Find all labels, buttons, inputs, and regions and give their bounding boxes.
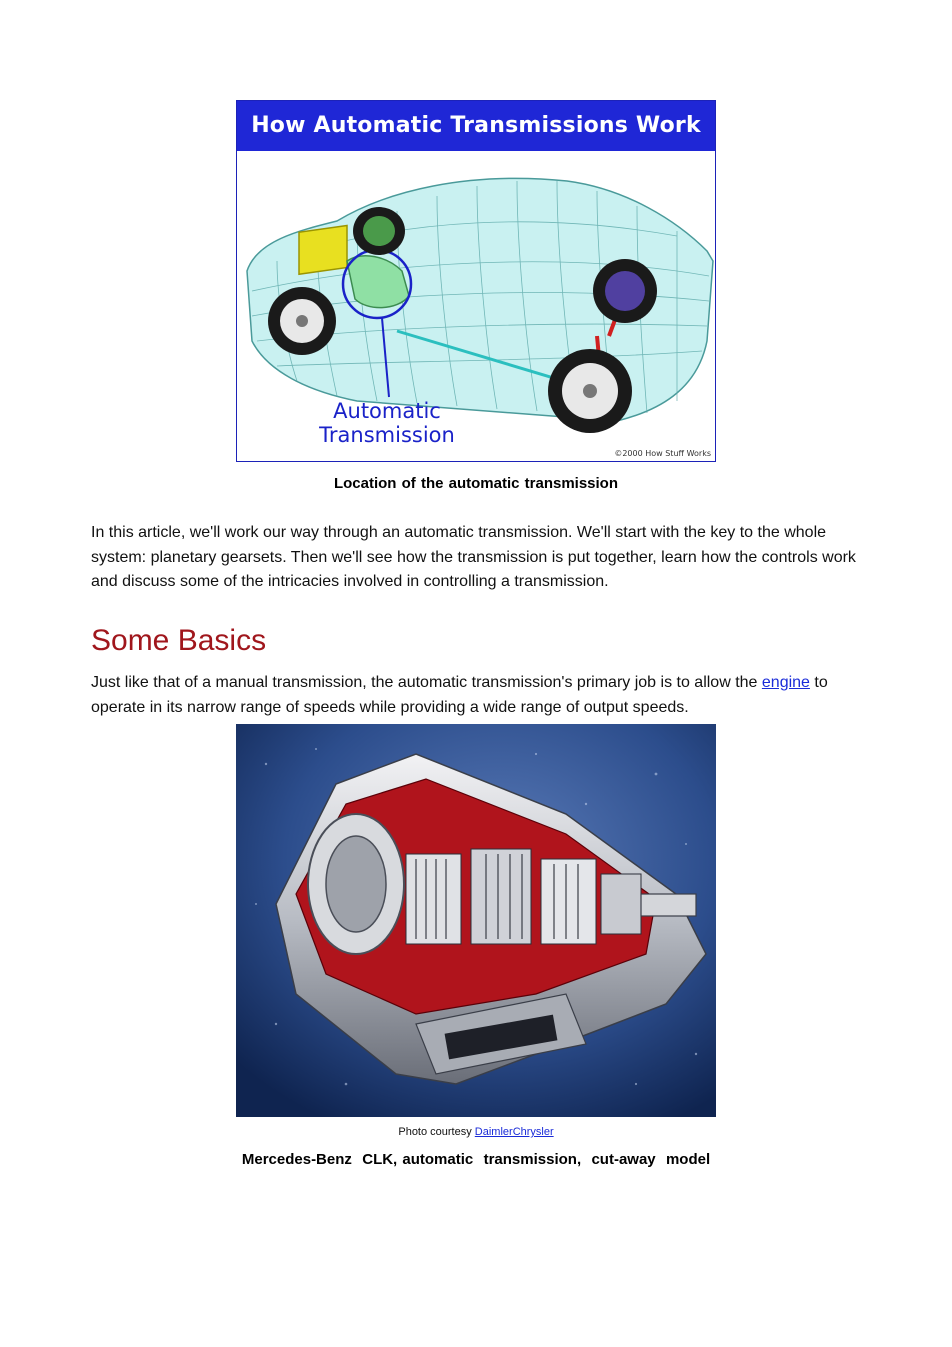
photo-credit-prefix: Photo courtesy — [398, 1126, 475, 1138]
photo-credit — [0, 1126, 952, 1138]
cutaway-photo-illustration — [236, 724, 716, 1117]
daimlerchrysler-link[interactable]: DaimlerChrysler — [474, 1126, 554, 1138]
output-shaft — [641, 894, 696, 916]
front-left-wheel — [268, 287, 336, 355]
callout-label-line1: Automatic — [333, 399, 441, 423]
car-wireframe-illustration — [237, 151, 715, 461]
rear-right-wheel — [593, 259, 657, 323]
copyright-notice: ©2000 How Stuff Works — [614, 449, 711, 458]
diagram-banner-title: How Automatic Transmissions Work — [237, 101, 715, 151]
engine-link[interactable]: engine — [761, 674, 810, 691]
figure1-caption: Location of the automatic transmission — [333, 475, 619, 492]
engine-block — [299, 226, 347, 275]
paragraph-text-after-link: to operate in its narrow range of speeds while providing a wide range of output speeds. — [91, 674, 828, 716]
callout-label-line2: Transmission — [319, 423, 455, 447]
figure2-caption: Mercedes-Benz CLK, automatic transmission, cut-away model — [241, 1151, 711, 1168]
section-heading: Some Basics — [91, 624, 267, 657]
intro-paragraph: In this article, we'll work our way through an automatic transmission. We'll start with the key to the whole system: planetary gearsets. Then we'll see how the transmission is put together, learn how the controls work and discuss some of the intricacies involved in controlling a transmission. — [91, 524, 856, 590]
transmission-location-diagram — [236, 100, 716, 462]
transmission-cutaway-photo — [236, 724, 716, 1117]
rear-left-wheel — [548, 349, 632, 433]
section-paragraph — [91, 671, 871, 720]
paragraph-text-before-link: Just like that of a manual transmission, the automatic transmission's primary job is to allow the — [91, 674, 762, 691]
front-right-wheel — [353, 207, 405, 255]
